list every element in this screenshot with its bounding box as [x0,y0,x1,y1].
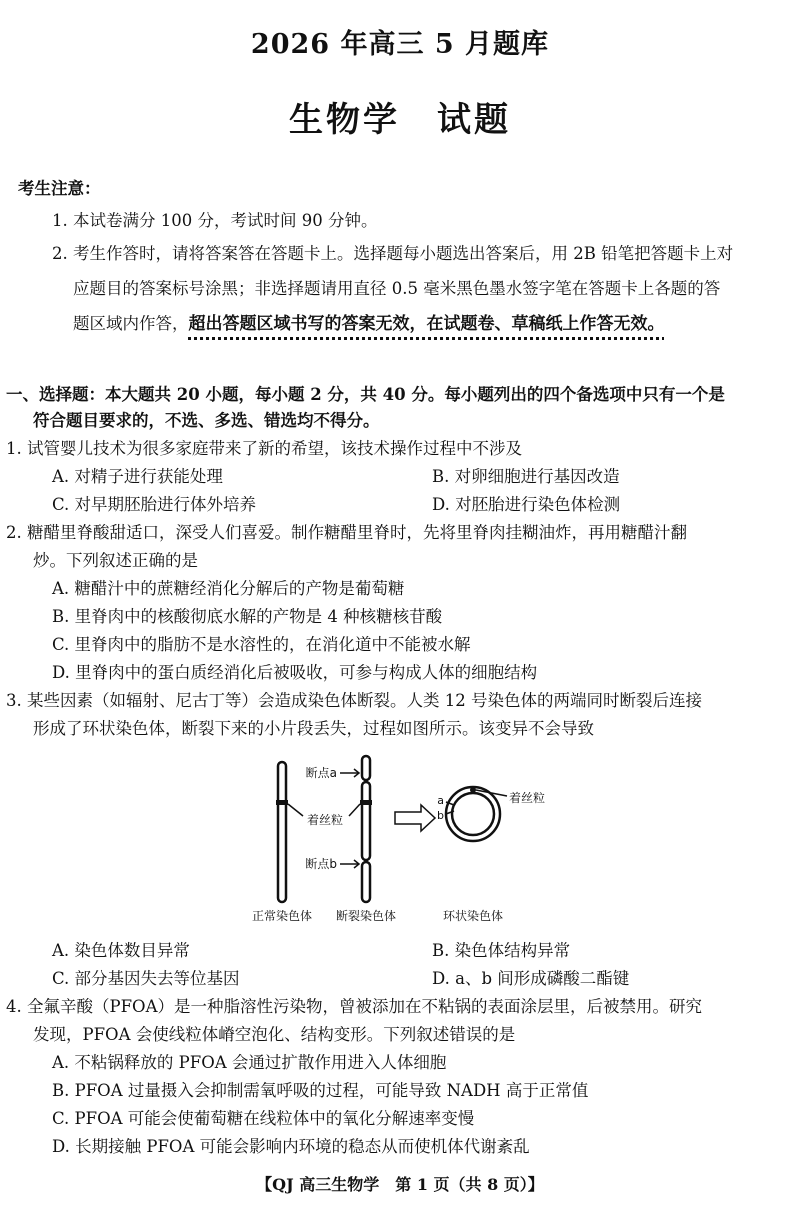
q1-option-c: C. 对早期胚胎进行体外培养 [52,495,257,514]
q2-stem-line-2: 炒。下列叙述正确的是 [33,551,198,570]
section1-heading-line-1: 一、选择题：本大题共 20 小题，每小题 2 分，共 40 分。每小题列出的四个备选项中只有一个是 [6,385,725,404]
notice-item-2-line-3 [73,313,665,335]
q4-option-a: A. 不粘锅释放的 PFOA 会通过扩散作用进入人体细胞 [52,1053,447,1072]
centromere-pointer-right [349,804,360,816]
q2-stem-line-1: 2. 糖醋里脊酸甜适口，深受人们喜爱。制作糖醋里脊时，先将里脊肉挂糊油炸，再用糖醋汁翻 [6,523,687,542]
label-ring-centromere: 着丝粒 [509,791,546,805]
q4-option-b: B. PFOA 过量摄入会抑制需氧呼吸的过程，可能导致 NADH 高于正常值 [52,1081,589,1100]
chromosome-figure [245,752,565,932]
q4-option-c: C. PFOA 可能会使葡萄糖在线粒体中的氧化分解速率变慢 [52,1109,475,1128]
caption-ring-chromosome: 环状染色体 [442,909,504,923]
broken-centromere [360,800,372,805]
label-ring-a: a [437,794,444,807]
q2-option-b: B. 里脊肉中的核酸彻底水解的产物是 4 种核糖核苷酸 [52,607,443,626]
exam-title: 2026 年高三 5 月题库 [250,29,550,60]
notice-item-2-line-1: 2. 考生作答时，请将答案答在答题卡上。选择题每小题选出答案后，用 2B 铅笔把答题卡上对 [52,244,734,263]
page-footer: 【QJ 高三生物学 第 1 页（共 8 页）】 [256,1175,544,1194]
q3-option-a: A. 染色体数目异常 [52,941,190,960]
broken-fragment-bottom [362,862,370,902]
q1-stem: 1. 试管婴儿技术为很多家庭带来了新的希望，该技术操作过程中不涉及 [6,439,522,458]
label-ring-b: b [437,809,444,822]
ring-centromere [470,787,476,793]
broken-chromosome-middle [362,782,370,860]
centromere-pointer-left [288,804,303,816]
label-centromere: 着丝粒 [306,813,344,827]
caption-broken-chromosome: 断裂染色体 [335,909,397,923]
normal-centromere [276,800,288,805]
notice-emphasis: 超出答题区域书写的答案无效，在试题卷、草稿纸上作答无效。 [188,314,665,334]
q1-option-a: A. 对精子进行获能处理 [52,467,223,486]
notice-item-1: 1. 本试卷满分 100 分，考试时间 90 分钟。 [52,211,378,230]
normal-chromosome [278,762,286,902]
label-break-a: 断点a [305,766,337,780]
q3-option-d: D. a、b 间形成磷酸二酯键 [432,969,630,988]
q2-option-a: A. 糖醋汁中的蔗糖经消化分解后的产物是葡萄糖 [52,579,405,598]
q3-stem-line-2: 形成了环状染色体，断裂下来的小片段丢失，过程如图所示。该变异不会导致 [33,719,594,738]
q3-option-b: B. 染色体结构异常 [432,941,571,960]
notice-item-2-line-3-text: 题区域内作答， [73,314,189,333]
label-break-b: 断点b [305,857,337,871]
section1-heading-line-2: 符合题目要求的，不选、多选、错选均不得分。 [33,411,380,430]
q4-option-d: D. 长期接触 PFOA 可能会影响内环境的稳态从而使机体代谢紊乱 [52,1137,530,1156]
q3-stem-line-1: 3. 某些因素（如辐射、尼古丁等）会造成染色体断裂。人类 12 号染色体的两端同时断裂后连接 [6,691,702,710]
q3-option-c: C. 部分基因失去等位基因 [52,969,240,988]
q4-stem-line-2: 发现，PFOA 会使线粒体嵴空泡化、结构变形。下列叙述错误的是 [33,1025,516,1044]
broken-fragment-top [362,756,370,780]
notice-heading: 考生注意： [18,179,101,198]
transform-arrow-icon [395,805,435,831]
caption-normal-chromosome: 正常染色体 [251,909,313,923]
q2-option-c: C. 里脊肉中的脂肪不是水溶性的，在消化道中不能被水解 [52,635,471,654]
ring-chromosome-inner [452,793,494,835]
ring-chromosome-outer [446,787,500,841]
q4-stem-line-1: 4. 全氟辛酸（PFOA）是一种脂溶性污染物，曾被添加在不粘锅的表面涂层里，后被禁用。研究 [6,997,702,1016]
q1-option-b: B. 对卵细胞进行基因改造 [432,467,620,486]
q1-option-d: D. 对胚胎进行染色体检测 [432,495,621,514]
subject-title: 生物学 试题 [289,100,511,140]
q2-option-d: D. 里脊肉中的蛋白质经消化后被吸收，可参与构成人体的细胞结构 [52,663,538,682]
notice-item-2-line-2: 应题目的答案标号涂黑；非选择题请用直径 0.5 毫米黑色墨水签字笔在答题卡上各题的答 [73,279,721,298]
